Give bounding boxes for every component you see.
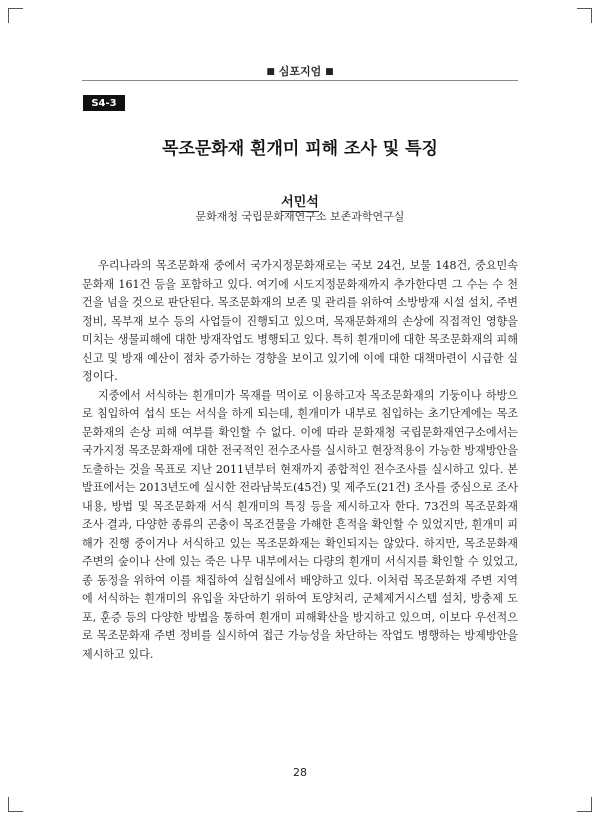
author-affiliation: 문화재청 국립문화재연구소 보존과학연구실 [195,210,405,223]
session-code-badge: S4-3 [83,95,125,111]
abstract-paragraph-2: 지중에서 서식하는 흰개미가 목재를 먹이로 이용하고자 목조문화재의 기둥이나 하방으로 침입하여 섭식 또는 서식을 하게 되는데, 흰개미가 내부로 침입하는 초기단계에는 목조문화재의 손상 피해 여부를 확인할 수 없다. 이에 따라 문화재청 국립문화재연구소에서는 국가지정 목조문화재에 대한 전국적인 전수조사를 실시하고 현장적용이 가능한 방재방안을 도출하는 것을 목표로 지난 2011년부터 현재까지 종합적인 전수조사를 실시하고 있다. 본 발표에서는 2013년도에 실시한 전라남북도(45건) 및 제주도(21건) 조사를 중심으로 조사 내용, 방법 및 목조문화재 서식 흰개미의 특징 등을 제시하고자 한다. 73건의 목조문화재 조사 결과, 다양한 종류의 곤충이 목조건물을 가해한 흔적을 확인할 수 있었지만, 흰개미 피해가 진행 중이거나 서식하고 있는 목조문화재는 확인되지는 않았다. 하지만, 목조문화재 주변의 숲이나 산에 있는 죽은 나무 내부에서는 다량의 흰개미 서식지를 확인할 수 있었고, 종 동정을 위하여 이를 채집하여 실험실에서 배양하고 있다. 이처럼 목조문화재 주변 지역에 서식하는 흰개미의 유입을 차단하기 위하여 토양처리, 군체제거시스템 설치, 방충제 도포, 훈증 등의 다양한 방법을 통하여 흰개미 피해확산을 방지하고 있으며, 이보다 우선적으로 목조문화재 주변 정비를 실시하여 접근 가능성을 차단하는 작업도 병행하는 방제방안을 제시하고 있다. [82,388,518,661]
crop-mark-bottom-right [577,797,592,812]
header-divider [82,80,518,81]
crop-mark-bottom-left [8,797,23,812]
square-bullet-icon: ■ [325,67,334,77]
running-header-label: 심포지엄 [278,65,322,78]
crop-mark-top-left [8,8,23,23]
square-bullet-icon: ■ [266,67,275,77]
abstract-body [82,257,518,664]
paper-title: 목조문화재 흰개미 피해 조사 및 특징 [162,139,438,159]
crop-mark-top-right [577,8,592,23]
page-number: 28 [293,766,307,779]
running-header [0,63,600,79]
abstract-paragraph-1: 우리나라의 목조문화재 중에서 국가지정문화재로는 국보 24건, 보물 148건, 중요민속문화재 161건 등을 포함하고 있다. 여기에 시도지정문화재까지 추가한다면 그 수는 수 천 건을 넘을 것으로 판단된다. 목조문화재의 보존 및 관리를 위하여 소방방재 시설 설치, 주변 정비, 목부재 보수 등의 사업들이 진행되고 있으며, 목재문화재의 손상에 직접적인 영향을 미치는 생물피해에 대한 방재작업도 병행되고 있다. 특히 흰개미에 대한 목조문화재의 피해 신고 및 방재 예산이 점차 증가하는 경향을 보이고 있기에 이에 대한 대책마련이 시급한 실정이다. [82,259,518,383]
author-name-text: 서민석 [281,195,319,210]
